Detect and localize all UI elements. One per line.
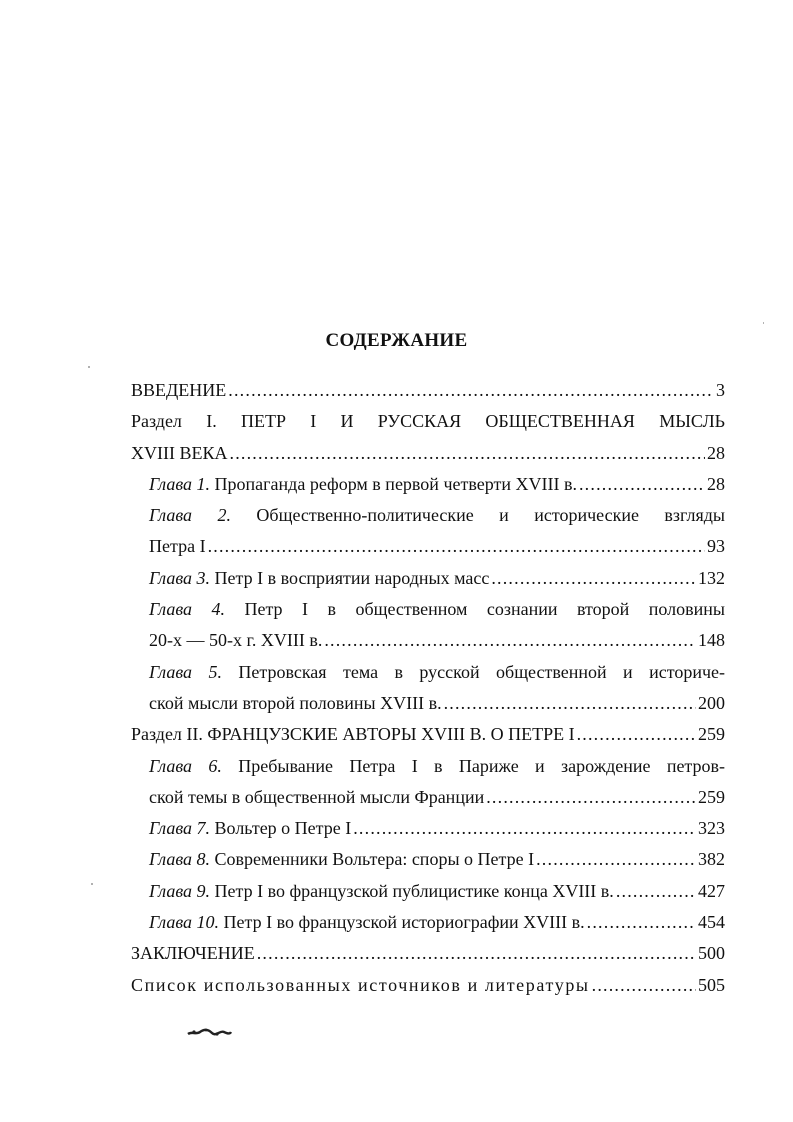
toc-entry-text: Современники Вольтера: споры о Петре I xyxy=(214,849,535,870)
chapter-label: Глава 7. xyxy=(149,818,211,839)
toc-entry-text: Пребывание Петра I в Париже и зарождение петров- xyxy=(238,755,726,776)
toc-entry-text: Петр I во французской историографии XVIII в. xyxy=(223,912,585,933)
page-number: 500 xyxy=(698,943,725,964)
dot-leader xyxy=(592,970,696,1001)
page-number: 132 xyxy=(698,567,725,588)
page-number: 505 xyxy=(698,974,725,995)
toc-entry-conclusion[interactable] xyxy=(131,938,725,969)
dot-leader xyxy=(353,813,696,844)
toc-entry-text: Вольтер о Петре I xyxy=(214,818,352,839)
dot-leader xyxy=(616,876,696,907)
toc-entry-text: ской мысли второй половины XVIII в. xyxy=(149,692,442,713)
page-number: 28 xyxy=(707,442,725,463)
toc-entry-chapter-5-cont[interactable] xyxy=(149,688,725,719)
scan-speck xyxy=(763,322,764,324)
toc-entry-chapter-9[interactable] xyxy=(149,876,725,907)
dot-leader xyxy=(491,563,696,594)
chapter-label: Глава 8. xyxy=(149,849,211,870)
toc-entry-text: ВВЕДЕНИЕ xyxy=(131,380,227,400)
toc-entry-chapter-7[interactable] xyxy=(149,813,725,844)
dot-leader xyxy=(579,469,705,500)
chapter-label: Глава 5. xyxy=(149,661,222,682)
scan-speck xyxy=(91,883,93,885)
toc-entry-section-1-cont[interactable] xyxy=(131,438,725,469)
toc-entry-text: ЗАКЛЮЧЕНИЕ xyxy=(131,943,255,964)
ink-smudge xyxy=(186,1026,232,1038)
page-number: 3 xyxy=(716,380,725,400)
page-number: 427 xyxy=(698,880,725,901)
toc-entry-chapter-2[interactable] xyxy=(149,500,725,531)
page-number: 259 xyxy=(698,786,725,807)
toc-entry-chapter-4[interactable] xyxy=(149,594,725,625)
page-number: 148 xyxy=(698,630,725,651)
chapter-label: Глава 3. xyxy=(149,567,211,588)
page-number: 382 xyxy=(698,849,725,870)
toc-entry-chapter-8[interactable] xyxy=(149,844,725,875)
toc-entry-text: Петра I xyxy=(149,536,206,557)
toc-entry-chapter-6[interactable] xyxy=(149,751,725,782)
dot-leader xyxy=(228,375,714,406)
dot-leader xyxy=(486,782,696,813)
dot-leader xyxy=(587,907,696,938)
toc-entry-introduction[interactable] xyxy=(131,375,725,406)
dot-leader xyxy=(444,688,696,719)
toc-entry-text: Общественно-политические и исторические взгляды xyxy=(256,505,725,526)
toc-entry-text: ской темы в общественной мысли Франции xyxy=(149,786,485,807)
toc-entry-text: Раздел II. ФРАНЦУЗСКИЕ АВТОРЫ XVIII В. О ПЕТРЕ I xyxy=(131,724,575,745)
toc-entry-text: Список использованных источников и литературы xyxy=(131,974,590,995)
toc-entry-text: XVIII ВЕКА xyxy=(131,442,228,463)
toc-entry-text: Петр I в восприятии народных масс xyxy=(214,567,490,588)
page-number: 93 xyxy=(707,536,725,557)
toc-entry-chapter-5[interactable] xyxy=(149,657,725,688)
chapter-label: Глава 10. xyxy=(149,912,220,933)
dot-leader xyxy=(257,938,696,969)
dot-leader xyxy=(208,531,705,562)
toc-entry-references[interactable] xyxy=(131,970,725,1001)
page-number: 259 xyxy=(698,724,725,745)
toc-entry-text: Петр I в общественном сознании второй половины xyxy=(244,599,726,620)
page-number: 28 xyxy=(707,473,725,494)
toc-entry-section-2[interactable] xyxy=(131,719,725,750)
toc-entry-text: Пропаганда реформ в первой четверти XVIII в. xyxy=(214,473,577,494)
toc-entry-text: Петр I во французской публицистике конца XVIII в. xyxy=(214,880,614,901)
toc-entry-chapter-6-cont[interactable] xyxy=(149,782,725,813)
chapter-label: Глава 4. xyxy=(149,599,226,620)
chapter-label: Глава 9. xyxy=(149,880,211,901)
page-title: СОДЕРЖАНИЕ xyxy=(325,330,468,351)
scan-speck xyxy=(88,366,90,368)
toc-entry-chapter-4-cont[interactable] xyxy=(149,625,725,656)
toc-entry-text: Раздел I. ПЕТР I И РУССКАЯ ОБЩЕСТВЕННАЯ МЫСЛЬ xyxy=(131,411,725,432)
dot-leader xyxy=(536,844,696,875)
page-number: 200 xyxy=(698,692,725,713)
dot-leader xyxy=(577,719,696,750)
toc-entry-chapter-3[interactable] xyxy=(149,563,725,594)
toc-entry-text: 20-х — 50-х г. XVIII в. xyxy=(149,630,323,651)
page-number: 454 xyxy=(698,912,725,933)
chapter-label: Глава 6. xyxy=(149,755,222,776)
toc-entry-chapter-2-cont[interactable] xyxy=(149,531,725,562)
page-number: 323 xyxy=(698,818,725,839)
chapter-label: Глава 2. xyxy=(149,505,231,526)
dot-leader xyxy=(230,438,706,469)
toc-entry-chapter-10[interactable] xyxy=(149,907,725,938)
table-of-contents xyxy=(131,375,725,1001)
dot-leader xyxy=(324,625,696,656)
toc-entry-section-1[interactable] xyxy=(131,406,725,437)
toc-entry-chapter-1[interactable] xyxy=(149,469,725,500)
chapter-label: Глава 1. xyxy=(149,473,211,494)
toc-entry-text: Петровская тема в русской общественной и историче- xyxy=(238,661,725,682)
